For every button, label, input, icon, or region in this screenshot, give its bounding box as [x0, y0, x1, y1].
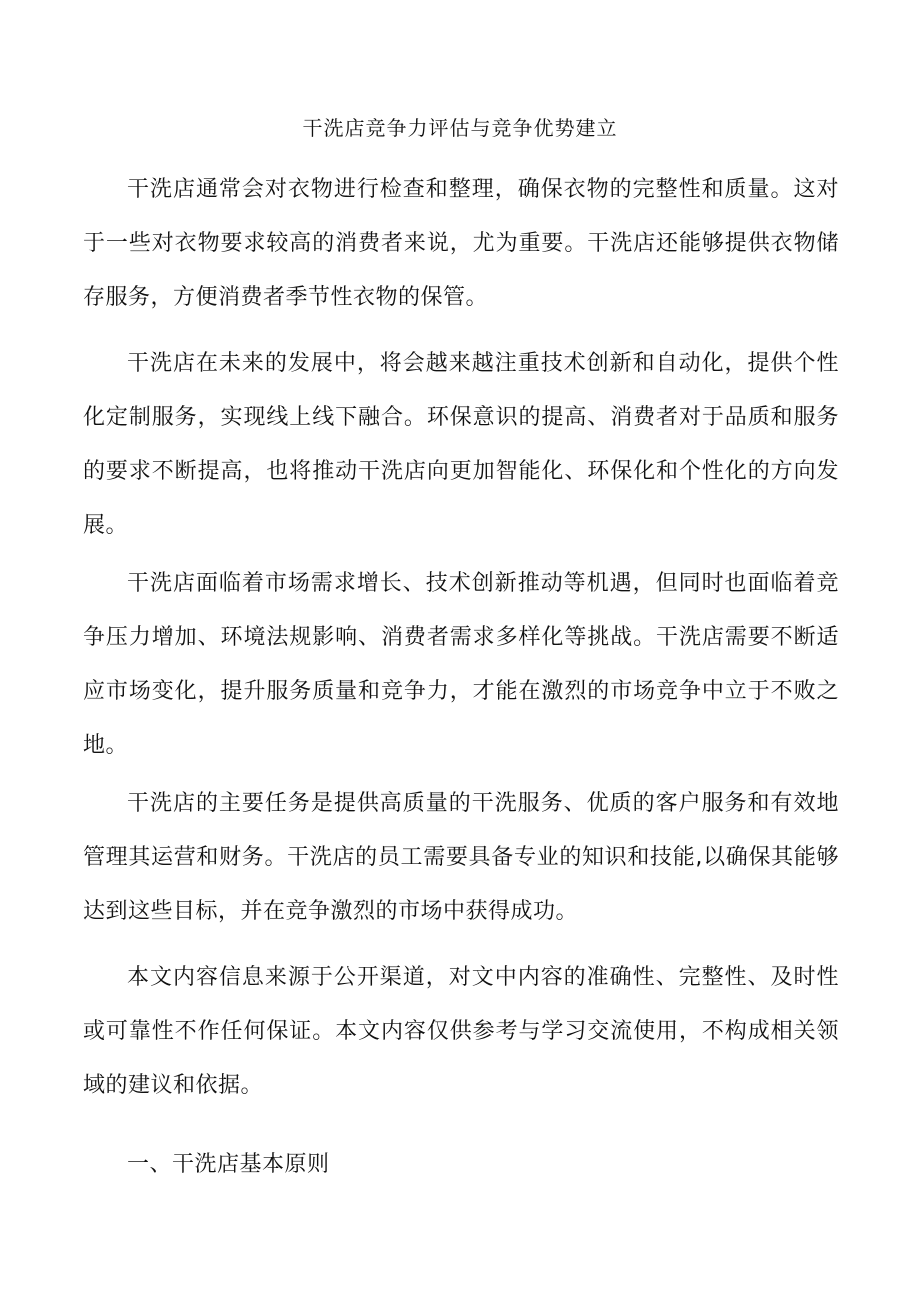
paragraph: 干洗店的主要任务是提供高质量的干洗服务、优质的客户服务和有效地管理其运营和财务。干洗店的员工需要具备专业的知识和技能,以确保其能够达到这些目标，并在竞争激烈的市场中获得成功。 [83, 791, 839, 924]
document-title: 干洗店竞争力评估与竞争优势建立 [302, 116, 618, 140]
paragraph: 干洗店面临着市场需求增长、技术创新推动等机遇，但同时也面临着竞争压力增加、环境法规影响、消费者需求多样化等挑战。干洗店需要不断适应市场变化，提升服务质量和竞争力，才能在激烈的市场竞争中立于不败之地。 [83, 571, 839, 758]
paragraph: 干洗店通常会对衣物进行检查和整理，确保衣物的完整性和质量。这对于一些对衣物要求较高的消费者来说，尤为重要。干洗店还能够提供衣物储存服务，方便消费者季节性衣物的保管。 [83, 177, 839, 310]
section-heading: 一、干洗店基本原则 [127, 1152, 330, 1177]
paragraph: 本文内容信息来源于公开渠道，对文中内容的准确性、完整性、及时性或可靠性不作任何保证。本文内容仅供参考与学习交流使用，不构成相关领域的建议和依据。 [83, 965, 839, 1098]
paragraph: 干洗店在未来的发展中，将会越来越注重技术创新和自动化，提供个性化定制服务，实现线上线下融合。环保意识的提高、消费者对于品质和服务的要求不断提高，也将推动干洗店向更加智能化、环保化和个性化的方向发展。 [83, 351, 839, 538]
